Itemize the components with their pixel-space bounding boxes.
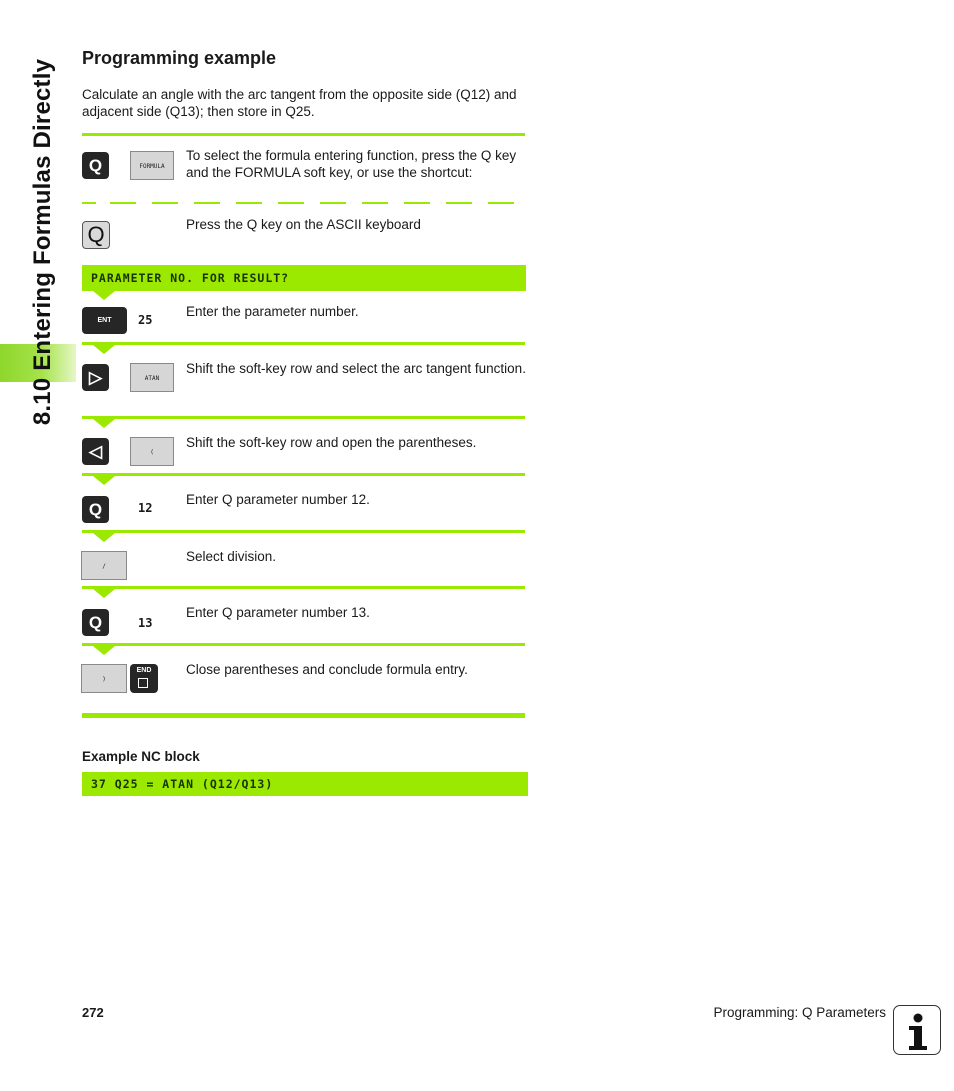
step-text-close: Close parentheses and conclude formula entry. bbox=[186, 662, 468, 677]
entry-value: 13 bbox=[138, 616, 153, 630]
chapter-name: Programming: Q Parameters bbox=[713, 1005, 886, 1020]
divider bbox=[82, 133, 525, 136]
dialog-prompt: PARAMETER NO. FOR RESULT? bbox=[82, 265, 526, 291]
step-text-ascii: Press the Q key on the ASCII keyboard bbox=[186, 217, 421, 232]
divider bbox=[82, 342, 525, 345]
section-heading: Programming example bbox=[82, 48, 277, 68]
step-text-division: Select division. bbox=[186, 549, 277, 564]
entry-value: 12 bbox=[138, 501, 153, 515]
step-text-q12: Enter Q parameter number 12. bbox=[186, 492, 370, 507]
step-arrow bbox=[93, 291, 115, 300]
step-text-open-paren: Shift the soft-key row and open the parentheses. bbox=[186, 435, 477, 450]
step-arrow bbox=[93, 345, 115, 354]
shift-right-key[interactable] bbox=[82, 364, 109, 391]
square-icon bbox=[138, 678, 148, 688]
step-text-parameter: Enter the parameter number. bbox=[186, 304, 359, 319]
example-label: Example NC block bbox=[82, 749, 200, 764]
info-icon bbox=[893, 1005, 941, 1055]
atan-softkey[interactable]: ATAN bbox=[130, 363, 174, 392]
divider bbox=[82, 530, 525, 533]
formula-softkey[interactable]: FORMULA bbox=[130, 151, 174, 180]
entry-value: 25 bbox=[138, 313, 153, 327]
page-number: 272 bbox=[82, 1005, 104, 1020]
close-paren-softkey[interactable]: ) bbox=[81, 664, 127, 693]
divider bbox=[82, 416, 525, 419]
divider bbox=[82, 473, 525, 476]
division-softkey[interactable]: / bbox=[81, 551, 127, 580]
dash-divider bbox=[82, 202, 96, 204]
nc-block-code: 37 Q25 = ATAN (Q12/Q13) bbox=[82, 772, 528, 796]
triangle-right-icon: ▷ bbox=[88, 368, 103, 387]
end-key[interactable] bbox=[130, 664, 158, 693]
q-key[interactable]: Q bbox=[82, 609, 109, 636]
triangle-left-icon: ◁ bbox=[88, 442, 103, 461]
ascii-q-key[interactable]: Q bbox=[82, 221, 110, 249]
divider bbox=[82, 713, 525, 718]
step-text-atan: Shift the soft-key row and select the arc tangent function. bbox=[186, 361, 526, 376]
step-text-q13: Enter Q parameter number 13. bbox=[186, 605, 370, 620]
open-paren-softkey[interactable]: ( bbox=[130, 437, 174, 466]
step-arrow bbox=[93, 476, 115, 485]
ent-key[interactable]: ENT bbox=[82, 307, 127, 334]
divider bbox=[82, 586, 525, 589]
q-key[interactable]: Q bbox=[82, 496, 109, 523]
step-arrow bbox=[93, 419, 115, 428]
divider bbox=[82, 643, 525, 646]
shift-left-key[interactable] bbox=[82, 438, 109, 465]
step-arrow bbox=[93, 589, 115, 598]
end-key-label: END bbox=[136, 667, 152, 674]
step-arrow bbox=[93, 533, 115, 542]
step-text-formula: To select the formula entering function, press the Q key and the FORMULA soft key, or use the shortcut: bbox=[186, 148, 517, 180]
q-key[interactable]: Q bbox=[82, 152, 109, 179]
intro-paragraph: Calculate an angle with the arc tangent from the opposite side (Q12) and adjacent side (Q13); then store in Q25. bbox=[82, 87, 517, 119]
chapter-sidebar-title: 8.10 Entering Formulas Directly bbox=[29, 58, 56, 426]
step-arrow bbox=[93, 646, 115, 655]
